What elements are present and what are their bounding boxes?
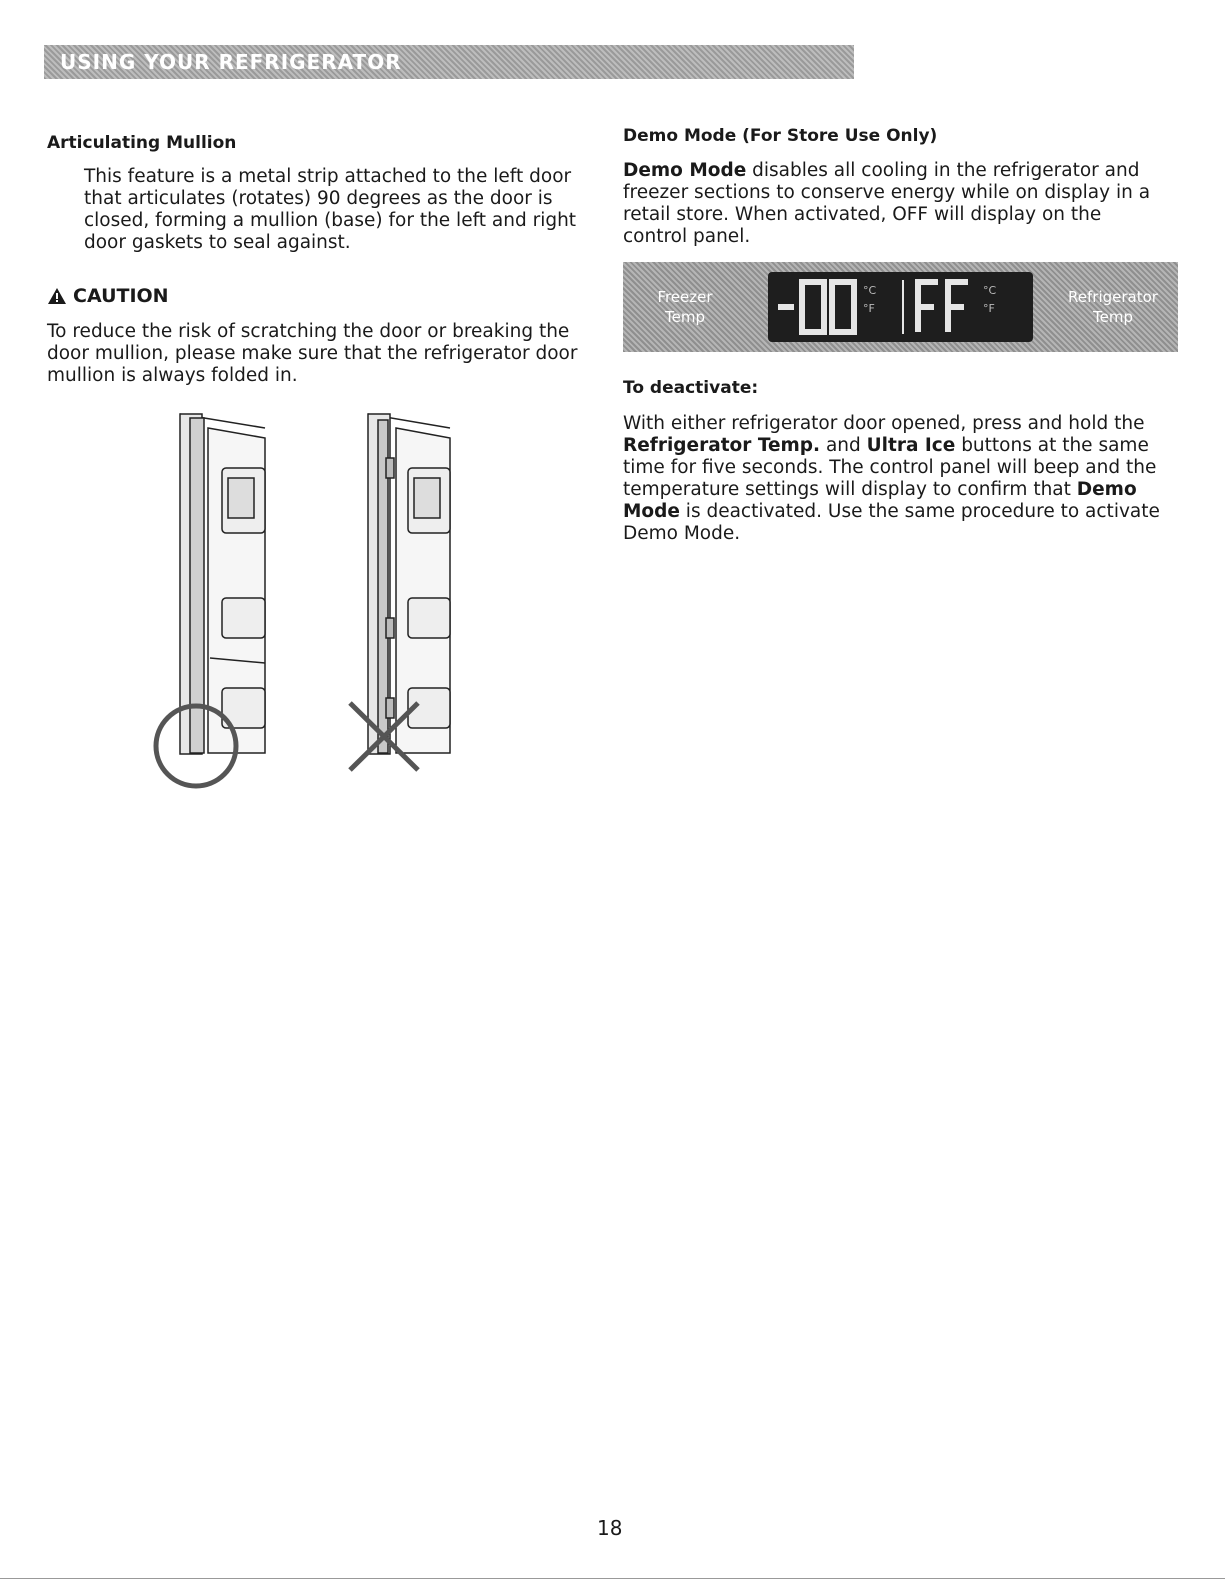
deactivate-text-3: buttons at the same time for five seconds. The control panel will beep and the temperature settings will display to confirm that	[623, 435, 1157, 500]
fridge-label-line2: Temp	[1093, 308, 1133, 326]
caution-label: CAUTION	[73, 285, 169, 307]
incorrect-door-figure	[368, 414, 450, 754]
unit-f-left: °F	[863, 302, 875, 315]
caution-heading	[47, 285, 169, 307]
deactivate-text-1: With either refrigerator door opened, press and hold the	[623, 413, 1145, 434]
deactivate-paragraph	[623, 413, 1168, 545]
deactivate-bold-2: Ultra Ice	[866, 435, 956, 456]
mullion-heading: Articulating Mullion	[47, 133, 237, 153]
warning-icon	[47, 287, 67, 305]
demo-mode-rest: disables all cooling in the refrigerator and freezer sections to conserve energy while on display in a retail store. When activated, OFF will display on the control panel.	[623, 160, 1151, 247]
deactivate-bold-3: Demo Mode	[623, 479, 1137, 522]
bottom-rule	[0, 1578, 1225, 1579]
caution-paragraph: To reduce the risk of scratching the door or breaking the door mullion, please make sure that the refrigerator door mullion is always folded in.	[47, 321, 578, 386]
off-display-segments	[768, 272, 1033, 342]
page-number: 18	[597, 1516, 623, 1540]
door-mullion-illustration	[150, 408, 470, 798]
section-header-title: USING YOUR REFRIGERATOR	[60, 50, 402, 74]
deactivate-text-2: and	[820, 435, 867, 456]
unit-f-right: °F	[983, 302, 995, 315]
section-header-bar	[44, 45, 854, 79]
deactivate-bold-1: Refrigerator Temp.	[623, 435, 821, 456]
refrigerator-temp-button	[1063, 280, 1163, 334]
temperature-display	[768, 272, 1033, 342]
mullion-paragraph: This feature is a metal strip attached to the left door that articulates (rotates) 90 degrees as the door is closed, forming a mullion (base) for the left and right door gaskets to seal against.	[84, 166, 577, 253]
unit-c-right: °C	[983, 284, 997, 297]
control-panel-image	[623, 262, 1178, 352]
freezer-label-line1: Freezer	[657, 288, 713, 306]
deactivate-heading: To deactivate:	[623, 378, 759, 398]
unit-c-left: °C	[863, 284, 877, 297]
fridge-label-line1: Refrigerator	[1068, 288, 1158, 306]
demo-mode-bold: Demo Mode	[623, 160, 747, 181]
correct-door-figure	[180, 414, 265, 754]
freezer-temp-button	[635, 280, 735, 334]
demo-mode-paragraph	[623, 160, 1163, 248]
demo-mode-heading: Demo Mode (For Store Use Only)	[623, 126, 938, 146]
deactivate-text-4: is deactivated. Use the same procedure to activate Demo Mode.	[623, 501, 1160, 544]
freezer-label-line2: Temp	[665, 308, 705, 326]
